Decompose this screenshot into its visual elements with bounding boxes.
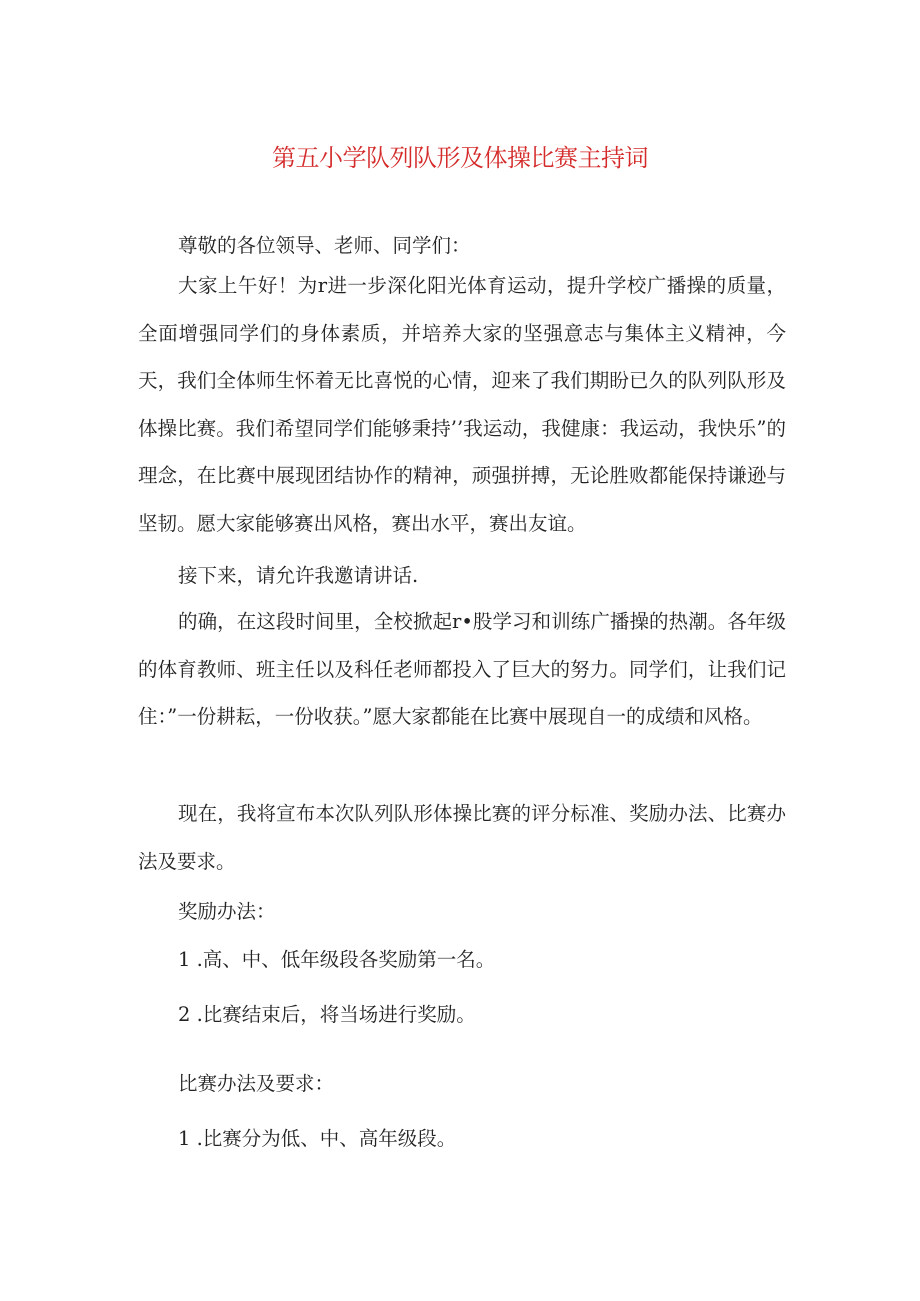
announcement-paragraph: 现在，我将宣布本次队列队形体操比赛的评分标准、奖励办法、比赛办法及要求。 (138, 802, 786, 873)
invitation-paragraph: 接下来，请允许我邀请讲话. (178, 564, 419, 587)
opening-paragraph: 大家上午好！为r进一步深化阳光体育运动，提升学校广播操的质量，全面增强同学们的身体素质，并培养大家的坚强意志与集体主义精神，今天，我们全体师生怀着无比喜悦的心情，迎来了我们期盼已久的队列队形及体操比赛。我们希望同学们能够秉持’’我运动，我健康：我运动，我快乐”的理念，在比赛中展现团结协作的精神，顽强拼搏，无论胜败都能保持谦逊与坚韧。愿大家能够赛出风格，赛出水平，赛出友谊。 (138, 274, 786, 535)
training-paragraph: 的确，在这段时间里，全校掀起r•股学习和训练广播操的热潮。各年级的体育教师、班主任以及科任老师都投入了巨大的努力。同学们，让我们记住：”一份耕耘，一份收获。”愿大家都能在比赛中展现自一的成绩和风格。 (138, 610, 786, 728)
reward-heading: 奖励办法： (178, 900, 276, 923)
document-title: 第五小学队列队形及体操比赛主持词 (272, 144, 648, 172)
salutation-paragraph: 尊敬的各位领导、老师、同学们： (178, 234, 471, 257)
reward-item: 1 .高、中、低年级段各奖励第一名。 (178, 948, 496, 971)
rules-item: 1 .比赛分为低、中、高年级段。 (178, 1127, 457, 1150)
rules-heading: 比赛办法及要求： (178, 1072, 335, 1095)
reward-item: 2 .比赛结束后，将当场进行奖励。 (178, 1003, 476, 1026)
